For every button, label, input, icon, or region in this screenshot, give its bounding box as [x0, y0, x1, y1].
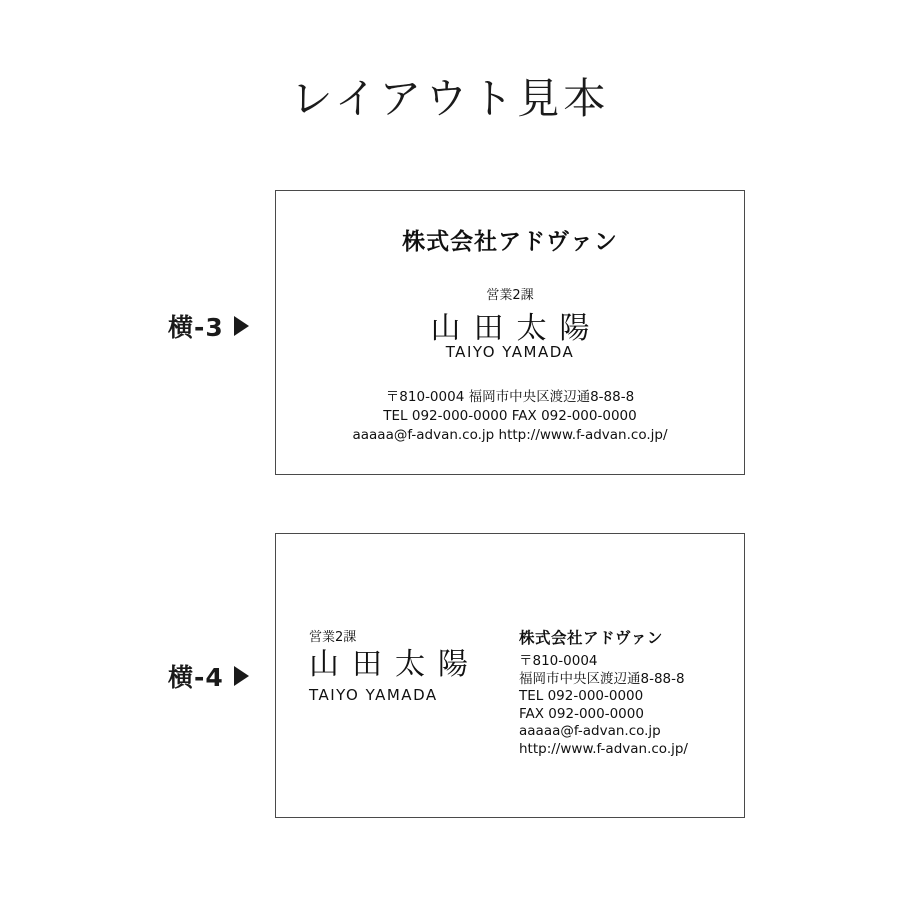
card-contact-block: [519, 626, 729, 758]
row-label-yoko4-text: 横-4: [168, 663, 224, 692]
card-address: 福岡市中央区渡辺通8-88-8: [519, 670, 685, 687]
card-web: aaaaa@f-advan.co.jp http://www.f-advan.co.jp/: [352, 427, 668, 443]
page-title: レイアウト見本: [290, 77, 610, 123]
card-phone: TEL 092-000-0000 FAX 092-000-0000: [383, 408, 637, 424]
card-fax: FAX 092-000-0000: [519, 705, 644, 722]
card-tel: TEL 092-000-0000: [519, 688, 644, 704]
card-url: http://www.f-advan.co.jp/: [519, 740, 688, 757]
card-person-name-roman: TAIYO YAMADA: [309, 686, 438, 704]
card-name-block: [309, 626, 509, 704]
row-label-yoko3-text: 横-3: [168, 313, 224, 342]
card-postal: 〒810-0004: [519, 653, 598, 669]
card-address: 〒810-0004 福岡市中央区渡辺通8-88-8: [385, 389, 635, 405]
business-card-yoko3: [275, 190, 745, 475]
card-department: 営業2課: [309, 630, 357, 645]
triangle-right-icon: [234, 666, 249, 686]
triangle-right-icon: [234, 316, 249, 336]
card-company-name: 株式会社アドヴァン: [402, 229, 618, 255]
card-person-name: 山田太陽: [430, 311, 603, 346]
business-card-yoko4: [275, 533, 745, 818]
card-contact-lines: [519, 653, 729, 758]
row-label-yoko4: [168, 658, 249, 694]
card-contact-block: [276, 388, 744, 445]
card-department: 営業2課: [486, 288, 534, 303]
card-email: aaaaa@f-advan.co.jp: [519, 723, 661, 739]
card-company-name: 株式会社アドヴァン: [519, 629, 663, 647]
card-person-name-roman: TAIYO YAMADA: [445, 343, 575, 361]
card-person-name: 山田太陽: [309, 647, 481, 682]
row-label-yoko3: [168, 308, 249, 344]
